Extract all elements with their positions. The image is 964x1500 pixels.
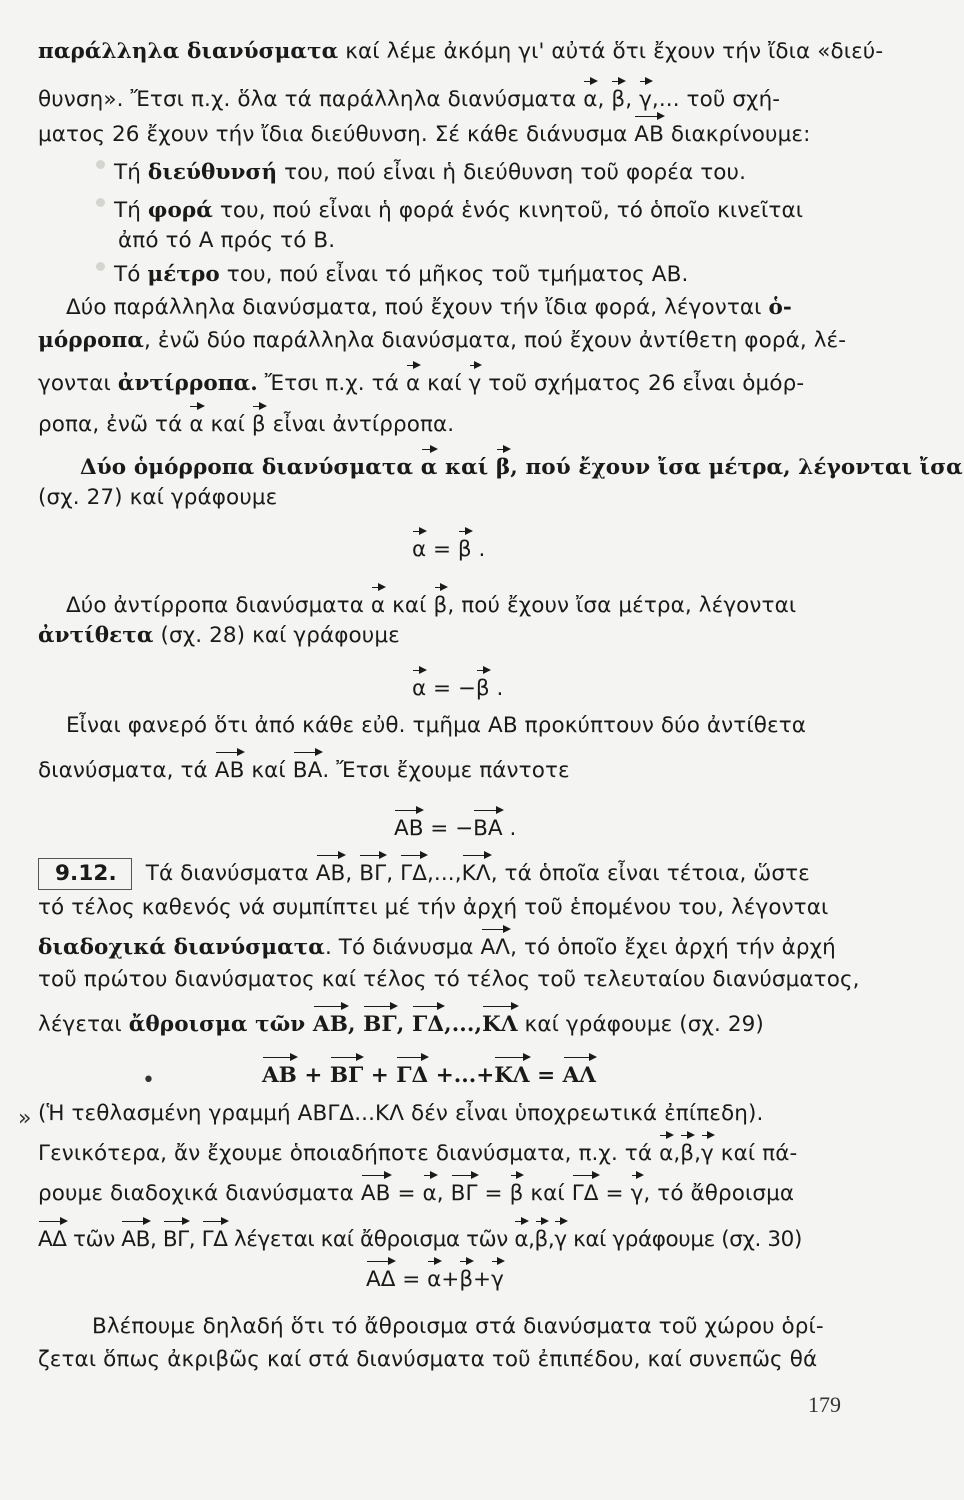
vector-ab: ΑΒ <box>315 861 346 886</box>
vector-alpha: α <box>514 1227 529 1252</box>
vector-kl: ΚΛ <box>482 1012 518 1037</box>
text: καί <box>523 1181 572 1206</box>
text: Τή <box>114 198 148 223</box>
text: του, πού εἶναι ἡ φορά ἑνός κινητοῦ, τό ὁποῖο κινεῖται <box>212 198 804 223</box>
text: Εἶναι φανερό ὅτι ἀπό κάθε εὐθ. τμῆμα ΑΒ προκύπτουν δύο ἀντίθετα <box>66 713 807 738</box>
text: (σχ. 28) καί γράφουμε <box>153 623 400 648</box>
text-line <box>38 1140 797 1168</box>
text-line <box>38 894 828 922</box>
section-9-12-line <box>38 858 810 890</box>
vector-alpha: α <box>412 537 427 562</box>
bullet-item-direction <box>96 159 746 187</box>
text: ,..., <box>427 861 462 886</box>
vector-gd: ΓΔ <box>201 1227 228 1252</box>
text: Δύο ἀντίρροπα διανύσματα <box>66 593 371 618</box>
vector-beta: β <box>457 537 472 562</box>
vector-alpha: α <box>422 1181 437 1206</box>
text: = <box>529 1063 563 1088</box>
vector-ab: ΑΒ <box>394 816 424 841</box>
text-line <box>38 370 804 398</box>
bold-term: παράλληλα διανύσματα <box>38 39 339 64</box>
text: , <box>188 1227 202 1252</box>
text: ζεται ὅπως ἀκριβῶς καί στά διανύσματα τοῦ ἐπιπέδου, καί συνεπῶς θά <box>38 1347 818 1372</box>
text: Δύο παράλληλα διανύσματα, πού ἔχουν τήν ἴδια φορά, λέγονται <box>66 295 769 320</box>
text: , <box>625 87 640 112</box>
vector-ba: ΒΑ <box>292 758 323 783</box>
text: Τή <box>114 160 148 185</box>
bold-term: μόρροπα <box>38 328 144 353</box>
bullet-item-magnitude <box>96 261 688 289</box>
text: καί λέμε ἀκόμη γι' αὐτά ὅτι ἔχουν τήν ἴδια «διεύ- <box>338 39 884 64</box>
bold-term: ὁ- <box>768 295 792 320</box>
text-line <box>38 1346 817 1374</box>
vector-alpha: α <box>412 676 427 701</box>
text: , <box>673 1141 681 1166</box>
text: , <box>528 1227 535 1252</box>
text: καί <box>420 371 469 396</box>
text-line <box>38 327 846 355</box>
text: = − <box>423 816 474 841</box>
vector-beta: β <box>680 1141 695 1166</box>
vector-gd: ΓΔ <box>571 1181 599 1206</box>
text: , ἐνῶ δύο παράλληλα διανύσματα, πού ἔχουν ἀντίθετη φορά, λέ- <box>144 328 847 353</box>
text: . Ἔτσι ἔχουμε πάντοτε <box>322 758 570 783</box>
text-line <box>38 121 810 149</box>
text: Γενικότερα, ἄν ἔχουμε ὁποιαδήποτε διανύσματα, π.χ. τά <box>38 1141 660 1166</box>
vector-bg: ΒΓ <box>450 1181 478 1206</box>
text: λέγεται καί ἄθροισμα τῶν <box>227 1227 515 1252</box>
vector-gd: ΓΔ <box>400 861 427 886</box>
text: , <box>386 861 401 886</box>
text: καί <box>385 593 434 618</box>
text: γονται <box>38 371 118 396</box>
formula-ab-ba <box>394 815 516 843</box>
text: = <box>390 1181 423 1206</box>
vector-beta: β <box>433 593 448 618</box>
vector-ab: ΑΒ <box>262 1063 297 1088</box>
vector-gamma: γ <box>701 1141 714 1166</box>
text: , <box>436 1181 451 1206</box>
text: , <box>547 1227 555 1252</box>
vector-al: ΑΛ <box>562 1063 596 1088</box>
bullet-icon <box>96 198 105 207</box>
text-line <box>38 38 883 66</box>
text: + <box>363 1063 397 1088</box>
vector-kl: ΚΛ <box>461 861 491 886</box>
vector-ab: ΑΒ <box>360 1181 391 1206</box>
vector-beta: β <box>459 1267 474 1292</box>
text: ,... τοῦ σχή- <box>651 87 781 112</box>
text: Τό <box>114 262 148 287</box>
formula-ad-sum <box>366 1266 504 1294</box>
text: καί γράφουμε (σχ. 30) <box>566 1227 802 1252</box>
vector-gamma: γ <box>639 87 652 112</box>
formula-sum <box>262 1062 596 1090</box>
section-number-box: 9.12. <box>38 858 132 890</box>
text: = <box>598 1181 631 1206</box>
stray-mark: » <box>18 1106 32 1131</box>
text: τό τέλος καθενός νά συμπίπτει μέ τήν ἀρχή τοῦ ἑπομένου του, λέγονται <box>38 895 829 920</box>
text-line <box>38 622 400 650</box>
text: , τό ἄθροισμα <box>643 1181 795 1206</box>
text: , τό ὁποῖο ἔχει ἀρχή τήν ἀρχή <box>510 935 836 960</box>
text-line <box>38 934 836 962</box>
text: + <box>473 1267 492 1292</box>
text: ματος 26 ἔχουν τήν ἴδια διεύθυνση. Σέ κάθε διάνυσμα <box>38 122 635 147</box>
text: , <box>597 87 612 112</box>
vector-bg: ΒΓ <box>162 1227 189 1252</box>
vector-gamma: γ <box>630 1181 644 1206</box>
text-line <box>38 1011 764 1039</box>
text-line <box>118 227 335 255</box>
text-line <box>38 757 570 785</box>
text: τῶν <box>66 1227 122 1252</box>
vector-beta: β <box>534 1227 548 1252</box>
bullet-icon <box>96 160 105 169</box>
text: + <box>441 1267 460 1292</box>
text: του, πού εἶναι ἡ διεύθυνση τοῦ φορέα του. <box>277 160 747 185</box>
text-line <box>66 592 796 620</box>
definition-equal-vectors <box>80 454 963 482</box>
text-line <box>66 294 792 322</box>
text: = − <box>426 676 476 701</box>
text: , <box>345 861 360 886</box>
vector-bg: ΒΓ <box>363 1012 397 1037</box>
text: (Ἡ τεθλασμένη γραμμή ΑΒΓΔ...ΚΛ δέν εἶναι ὑποχρεωτικά ἐπίπεδη). <box>38 1101 764 1126</box>
vector-alpha: α <box>427 1267 442 1292</box>
vector-ab: ΑΒ <box>214 758 245 783</box>
text-line <box>38 1100 763 1128</box>
vector-bg: ΒΓ <box>359 861 387 886</box>
text: καί πά- <box>713 1141 798 1166</box>
vector-kl: ΚΛ <box>494 1063 530 1088</box>
text: θυνση». Ἔτσι π.χ. ὅλα τά παράλληλα διανύσματα <box>38 87 584 112</box>
text: , τά ὁποῖα εἶναι τέτοια, ὥστε <box>490 861 810 886</box>
text: , <box>347 1012 364 1037</box>
vector-ad: ΑΔ <box>366 1267 396 1292</box>
vector-gamma: γ <box>491 1267 504 1292</box>
formula-equal <box>412 536 485 564</box>
vector-ba: ΒΑ <box>473 816 503 841</box>
vector-beta: β <box>251 412 266 437</box>
text: διανύσματα, τά <box>38 758 215 783</box>
bold-term: φορά <box>147 198 213 223</box>
bullet-icon <box>96 262 105 271</box>
formula-opposite <box>412 675 503 703</box>
vector-ab: ΑΒ <box>121 1227 150 1252</box>
vector-gd: ΓΔ <box>396 1063 429 1088</box>
text: , <box>149 1227 163 1252</box>
text: ἀπό τό Α πρός τό Β. <box>118 228 336 253</box>
text: , πού ἔχουν ἴσα μέτρα, λέγονται <box>447 593 797 618</box>
bullet-item-sense <box>96 197 803 225</box>
text: = <box>426 537 458 562</box>
text: = <box>477 1181 510 1206</box>
vector-ab: ΑΒ <box>312 1012 348 1037</box>
text: Ἔτσι π.χ. τά <box>257 371 406 396</box>
text: . Τό διάνυσμα <box>324 935 481 960</box>
text-line <box>38 484 277 512</box>
text: διακρίνουμε: <box>663 122 811 147</box>
vector-alpha: α <box>189 412 204 437</box>
vector-alpha: α <box>659 1141 674 1166</box>
text: . <box>502 816 517 841</box>
vector-beta: β <box>475 676 490 701</box>
text: , <box>396 1012 412 1037</box>
text: καί <box>437 455 496 480</box>
bold-term: διεύθυνσή <box>147 160 278 185</box>
vector-ad: ΑΔ <box>38 1227 67 1252</box>
text: +...+ <box>428 1063 495 1088</box>
vector-bg: ΒΓ <box>329 1063 364 1088</box>
text: Δύο ὁμόρροπα διανύσματα <box>80 455 421 480</box>
text: του, πού εἶναι τό μῆκος τοῦ τμήματος ΑΒ. <box>219 262 689 287</box>
vector-alpha: α <box>370 593 386 618</box>
text: τοῦ σχήματος 26 εἶναι ὁμόρ- <box>481 371 805 396</box>
text: + <box>296 1063 330 1088</box>
page-number: 179 <box>808 1392 841 1417</box>
text: καί <box>244 758 293 783</box>
text: = <box>395 1267 428 1292</box>
text: , πού ἔχουν ἴσα μέτρα, λέγονται ἴσα <box>510 455 963 480</box>
bold-term: μέτρο <box>147 262 220 287</box>
text-line <box>38 1180 794 1208</box>
vector-al: ΑΛ <box>480 935 511 960</box>
bold-term: ἄθροισμα τῶν <box>128 1012 313 1037</box>
text-line <box>66 712 806 740</box>
text-line <box>38 966 860 994</box>
bold-term: διαδοχικά διανύσματα <box>38 935 325 960</box>
text: ρουμε διαδοχικά διανύσματα <box>38 1181 361 1206</box>
text: καί γράφουμε (σχ. 29) <box>517 1012 764 1037</box>
vector-alpha: α <box>583 87 598 112</box>
vector-beta: β <box>611 87 626 112</box>
vector-alpha: α <box>420 455 438 480</box>
text: . <box>471 537 486 562</box>
text: . <box>489 676 504 701</box>
text: Βλέπουμε δηλαδή ὅτι τό ἄθροισμα στά διανύσματα τοῦ χώρου ὁρί- <box>92 1314 824 1339</box>
text-line <box>38 86 780 114</box>
vector-gd: ΓΔ <box>411 1012 445 1037</box>
bold-term: ἀντίθετα <box>38 623 154 648</box>
text-line <box>38 1226 802 1254</box>
text: , <box>694 1141 702 1166</box>
vector-gamma: γ <box>468 371 482 396</box>
text: ροπα, ἐνῶ τά <box>38 412 190 437</box>
text: Τά διανύσματα <box>145 861 316 886</box>
text-line <box>38 411 454 439</box>
vector-ab: ΑΒ <box>634 122 664 147</box>
text: καί <box>203 412 252 437</box>
text: τοῦ πρώτου διανύσματος καί τέλος τό τέλος τοῦ τελευταίου διανύσματος, <box>38 967 860 992</box>
text: (σχ. 27) καί γράφουμε <box>38 485 278 510</box>
text: εἶναι ἀντίρροπα. <box>265 412 455 437</box>
text: ,..., <box>444 1012 483 1037</box>
bold-term: ἀντίρροπα. <box>117 371 258 396</box>
vector-gamma: γ <box>554 1227 567 1252</box>
vector-beta: β <box>495 455 511 480</box>
text-line <box>92 1313 824 1341</box>
stray-dot: • <box>142 1068 155 1093</box>
vector-beta: β <box>509 1181 524 1206</box>
vector-alpha: α <box>405 371 421 396</box>
text: λέγεται <box>38 1012 129 1037</box>
